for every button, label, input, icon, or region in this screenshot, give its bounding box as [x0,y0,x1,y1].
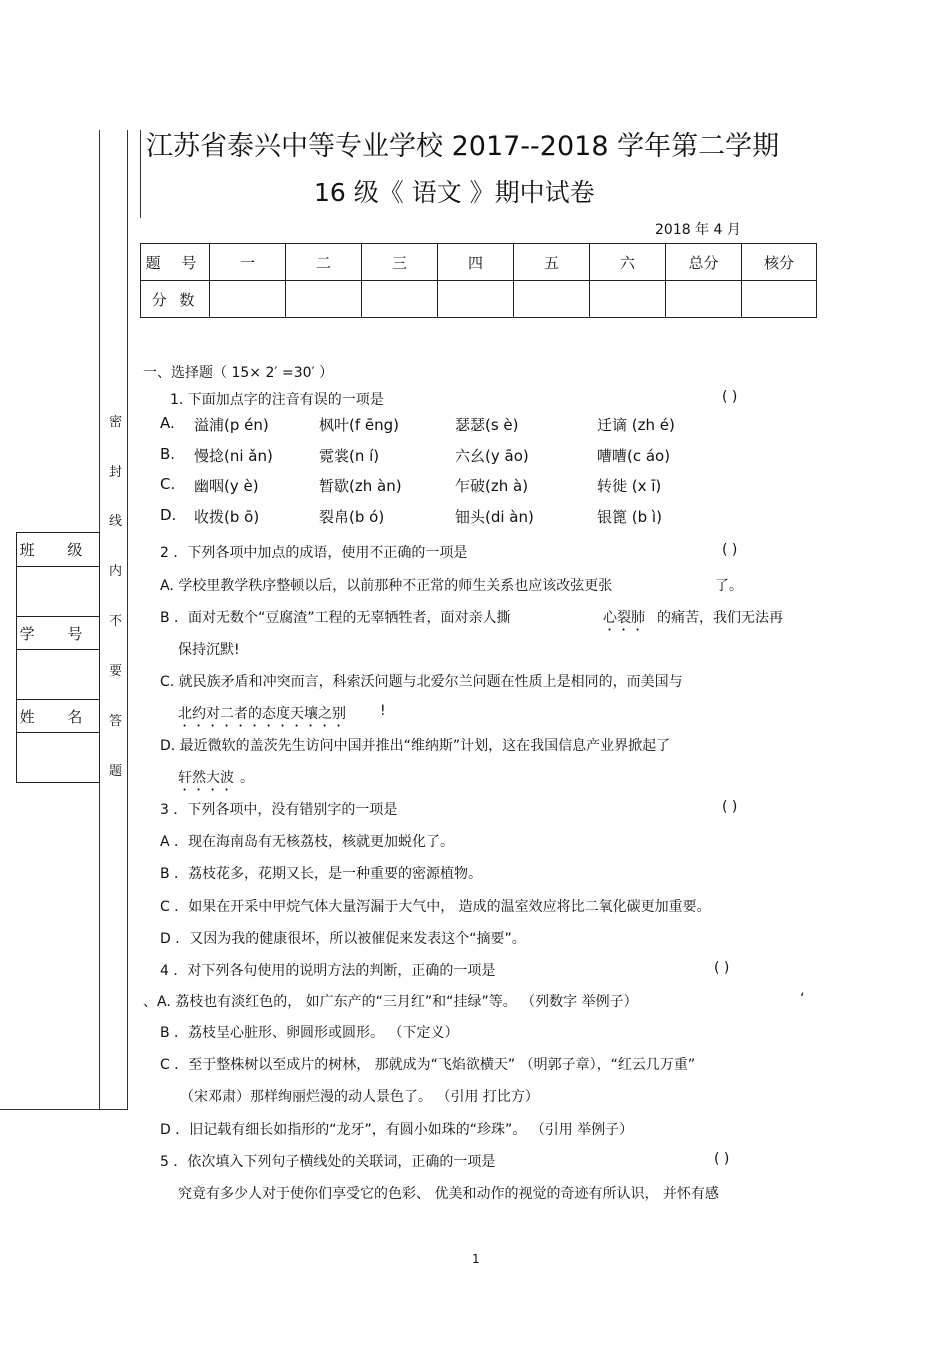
seal-char: 内 [109,564,123,579]
score-header-cell: 总分 [666,244,742,281]
student-id-label: 学 号 [17,617,100,650]
score-header-cell: 二 [286,244,362,281]
q2-option-b: B ．面对无数个“豆腐渣”工程的无辜牺牲者，面对亲人撕 [160,610,511,626]
name-field[interactable] [17,733,100,783]
q3-option-c: C ．如果在开采中甲烷气体大量泻漏于大气中， 造成的温室效应将比二氧化碳更加重要。 [160,899,711,915]
q1-option-item: 裂帛(b ó) [319,508,385,526]
student-id-field[interactable] [17,650,100,700]
q2-option-a-end: 了。 [715,578,743,594]
page-number: 1 [472,1252,480,1266]
score-header-cell: 题 号 [141,244,210,281]
score-row-label: 分 数 [141,281,210,318]
binding-line-title [140,130,141,218]
q1-option-item: 溢浦(p én) [194,416,269,434]
score-header-cell: 核分 [742,244,817,281]
class-field[interactable] [17,567,100,617]
binding-bottom-line [0,1109,128,1110]
q4-option-a: 、A. 荔枝也有淡红色的， 如广东产的“三月红”和“挂绿”等。 （列数字 举例子） [143,994,638,1010]
q1-option-label: C. [160,475,176,493]
q2-option-b-line2: 保持沉默! [178,642,240,658]
exam-title: 江苏省泰兴中等专业学校 2017--2018 学年第二学期 [146,131,780,162]
seal-char: 封 [109,465,123,480]
binding-line-inner [127,130,128,1110]
class-label: 班 级 [17,533,100,567]
q2-option-c-end: ! [380,703,386,719]
score-cell[interactable] [742,281,817,318]
q2-option-b-idiom: 心裂肺 [603,610,645,626]
q1-option-item: 枫叶(f ēng) [319,416,400,434]
q1-option-item: 乍破(zh à) [455,477,529,495]
q1-option-item: 慢捻(ni ǎn) [194,447,273,465]
score-cell[interactable] [438,281,514,318]
q1-answer-paren[interactable]: ( ) [722,389,738,405]
q1-option-item: 钿头(di àn) [455,508,534,526]
q1-option-item: 暂歇(zh àn) [319,477,402,495]
q2-stem: 2 ．下列各项中加点的成语，使用不正确的一项是 [160,545,468,561]
q3-option-b: B ．荔枝花多，花期又长，是一种重要的密源植物。 [160,866,483,882]
q5-stem: 5 ．依次填入下列句子横线处的关联词，正确的一项是 [160,1154,496,1170]
q2-answer-paren[interactable]: ( ) [722,542,738,558]
q1-option-item: 收拨(b ō) [194,508,260,526]
q2-option-d-line2: 轩然大波 [178,770,234,786]
q5-text: 究竟有多少人对于使你们享受它的色彩、 优美和动作的视觉的奇迹有所认识， 并怀有感 [178,1186,719,1202]
q1-option-item: 转徙 (x ī) [597,477,662,495]
q4-answer-paren[interactable]: ( ) [714,960,730,976]
seal-char: 不 [109,614,123,629]
exam-date: 2018 年 4 月 [655,222,741,238]
q4-option-c: C ．至于整株树以至成片的树林， 那就成为“飞焰欲横天” （明郭子章），“红云几万重” [160,1057,696,1073]
q4-option-a-mark: ‘ [800,991,805,1007]
seal-char: 要 [109,664,123,679]
name-label: 姓 名 [17,700,100,733]
q1-option-label: B. [160,445,176,463]
q1-option-label: D. [160,506,177,524]
q4-option-d: D ．旧记载有细长如指形的“龙牙”，有圆小如珠的“珍珠”。 （引用 举例子） [160,1122,634,1138]
score-cell[interactable] [514,281,590,318]
q1-option-label: A. [160,414,175,432]
student-info-table [16,532,100,783]
q2-option-a [160,575,743,595]
section-title: 一、选择题（ 15× 2′ =30′ ） [143,365,334,381]
q2-option-c: C. 就民族矛盾和冲突而言，科索沃问题与北爱尔兰问题在性质上是相同的，而美国与 [160,674,683,690]
score-cell[interactable] [666,281,742,318]
q3-option-a: A ．现在海南岛有无核荔枝，核就更加蜕化了。 [160,834,455,850]
q1-stem: 1. 下面加点字的注音有误的一项是 [170,392,384,408]
q4-option-b: B ．荔枝呈心脏形、卵圆形或圆形。 （下定义） [160,1025,459,1041]
q1-option-item: 幽咽(y è) [194,477,259,495]
q2-option-d: D. 最近微软的盖茨先生访问中国并推出“维纳斯”计划，这在我国信息产业界掀起了 [160,738,671,754]
score-cell[interactable] [286,281,362,318]
score-header-cell: 三 [362,244,438,281]
seal-char: 答 [109,714,123,729]
q1-option-item: 嘈嘈(c áo) [597,447,671,465]
score-header-cell: 五 [514,244,590,281]
q1-option-item: 瑟瑟(s è) [455,416,519,434]
score-header-cell: 六 [590,244,666,281]
seal-char: 密 [109,415,123,430]
score-cell[interactable] [362,281,438,318]
q2-option-b-end: 的痛苦，我们无法再 [657,610,783,626]
q1-option-item: 霓裳(n í) [319,447,380,465]
seal-char: 题 [109,764,123,779]
q3-stem: 3 ．下列各项中，没有错别字的一项是 [160,802,398,818]
q3-option-d: D ．又因为我的健康很坏，所以被催促来发表这个“摘要”。 [160,931,526,947]
q5-answer-paren[interactable]: ( ) [714,1151,730,1167]
q4-stem: 4 ．对下列各句使用的说明方法的判断，正确的一项是 [160,963,496,979]
q1-option-item: 迁谪 (zh é) [597,416,675,434]
exam-subtitle: 16 级《 语文 》期中试卷 [314,178,595,207]
score-table [140,243,817,318]
q1-option-item: 六幺(y āo) [455,447,529,465]
seal-char: 线 [109,514,123,529]
score-header-cell: 一 [210,244,286,281]
q1-option-item: 银篦 (b ì) [597,508,662,526]
q3-answer-paren[interactable]: ( ) [722,799,738,815]
q2-option-a-text: A. 学校里教学秩序整顿以后，以前那种不正常的师生关系也应该改弦更张 [160,578,613,594]
score-cell[interactable] [590,281,666,318]
score-header-cell: 四 [438,244,514,281]
q2-option-d-end: 。 [240,770,254,786]
score-cell[interactable] [210,281,286,318]
q4-option-c-line2: （宋邓肃）那样绚丽烂漫的动人景色了。 （引用 打比方） [180,1089,539,1105]
q2-option-c-line2: 北约对二者的态度天壤之别 [178,706,346,722]
